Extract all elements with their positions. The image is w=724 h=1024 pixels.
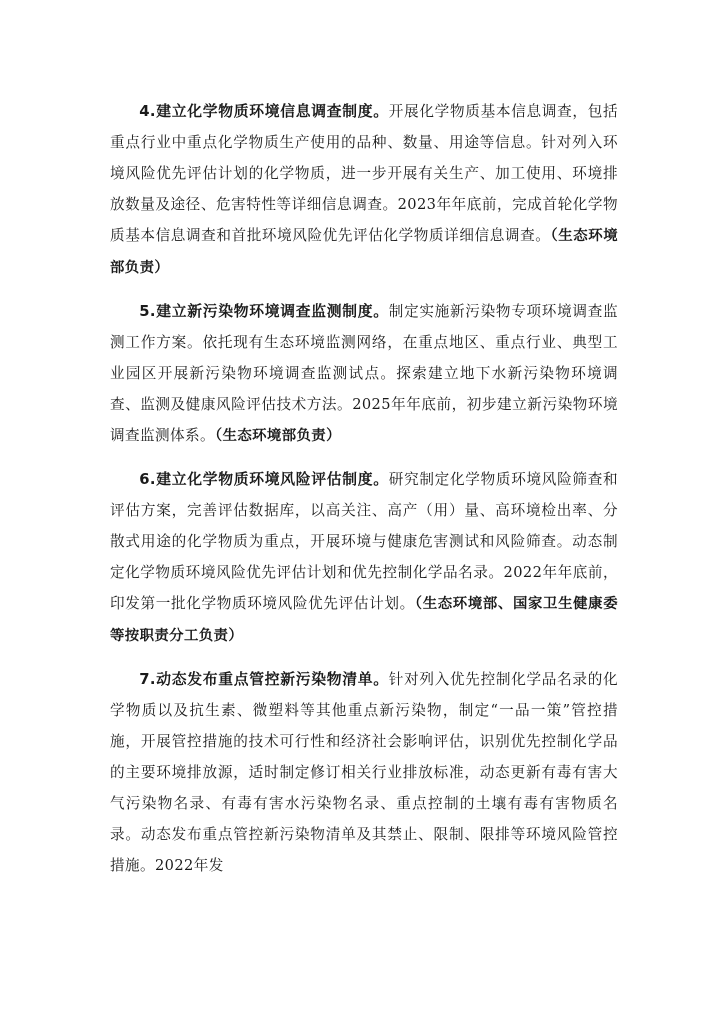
section-heading: 6.建立化学物质环境风险评估制度。 (139, 471, 389, 488)
responsibility-note: （生态环境部、国家卫生健康委等按职责分工负责） (110, 596, 618, 644)
section-body: 研究制定化学物质环境风险筛查和评估方案，完善评估数据库，以高关注、高产（用）量、高环境检出率、分散式用途的化学物质为重点，开展环境与健康危害测试和风险筛查。动态制定化学物质环境风险优先评估计划和优先控制化学品名录。2022年年底前，印发第一批化学物质环境风险优先评估计划。 (110, 471, 618, 612)
paragraph-item-4 (110, 96, 618, 284)
responsibility-note: （生态环境部负责） (110, 228, 618, 276)
paragraph-item-6 (110, 464, 618, 652)
section-heading: 5.建立新污染物环境调查监测制度。 (139, 303, 389, 320)
section-body: 制定实施新污染物专项环境调查监测工作方案。依托现有生态环境监测网络，在重点地区、重点行业、典型工业园区开展新污染物环境调查监测试点。探索建立地下水新污染物环境调查、监测及健康风险评估技术方法。2025年年底前，初步建立新污染物环境调查监测体系。 (110, 303, 618, 444)
document-page (110, 96, 618, 893)
paragraph-item-5 (110, 296, 618, 452)
section-heading: 4.建立化学物质环境信息调查制度。 (139, 103, 389, 120)
paragraph-item-7 (110, 664, 618, 881)
section-heading: 7.动态发布重点管控新污染物清单。 (139, 671, 389, 688)
responsibility-note: （生态环境部负责） (214, 428, 341, 444)
section-body: 开展化学物质基本信息调查，包括重点行业中重点化学物质生产使用的品种、数量、用途等信息。针对列入环境风险优先评估计划的化学物质，进一步开展有关生产、加工使用、环境排放数量及途径、危害特性等详细信息调查。2023年年底前，完成首轮化学物质基本信息调查和首批环境风险优先评估化学物质详细信息调查。 (110, 103, 618, 244)
section-body: 针对列入优先控制化学品名录的化学物质以及抗生素、微塑料等其他重点新污染物，制定“一品一策”管控措施，开展管控措施的技术可行性和经济社会影响评估，识别优先控制化学品的主要环境排放源，适时制定修订相关行业排放标准，动态更新有毒有害大气污染物名录、有毒有害水污染物名录、重点控制的土壤有毒有害物质名录。动态发布重点管控新污染物清单及其禁止、限制、限排等环境风险管控措施。2022年发 (110, 671, 618, 874)
